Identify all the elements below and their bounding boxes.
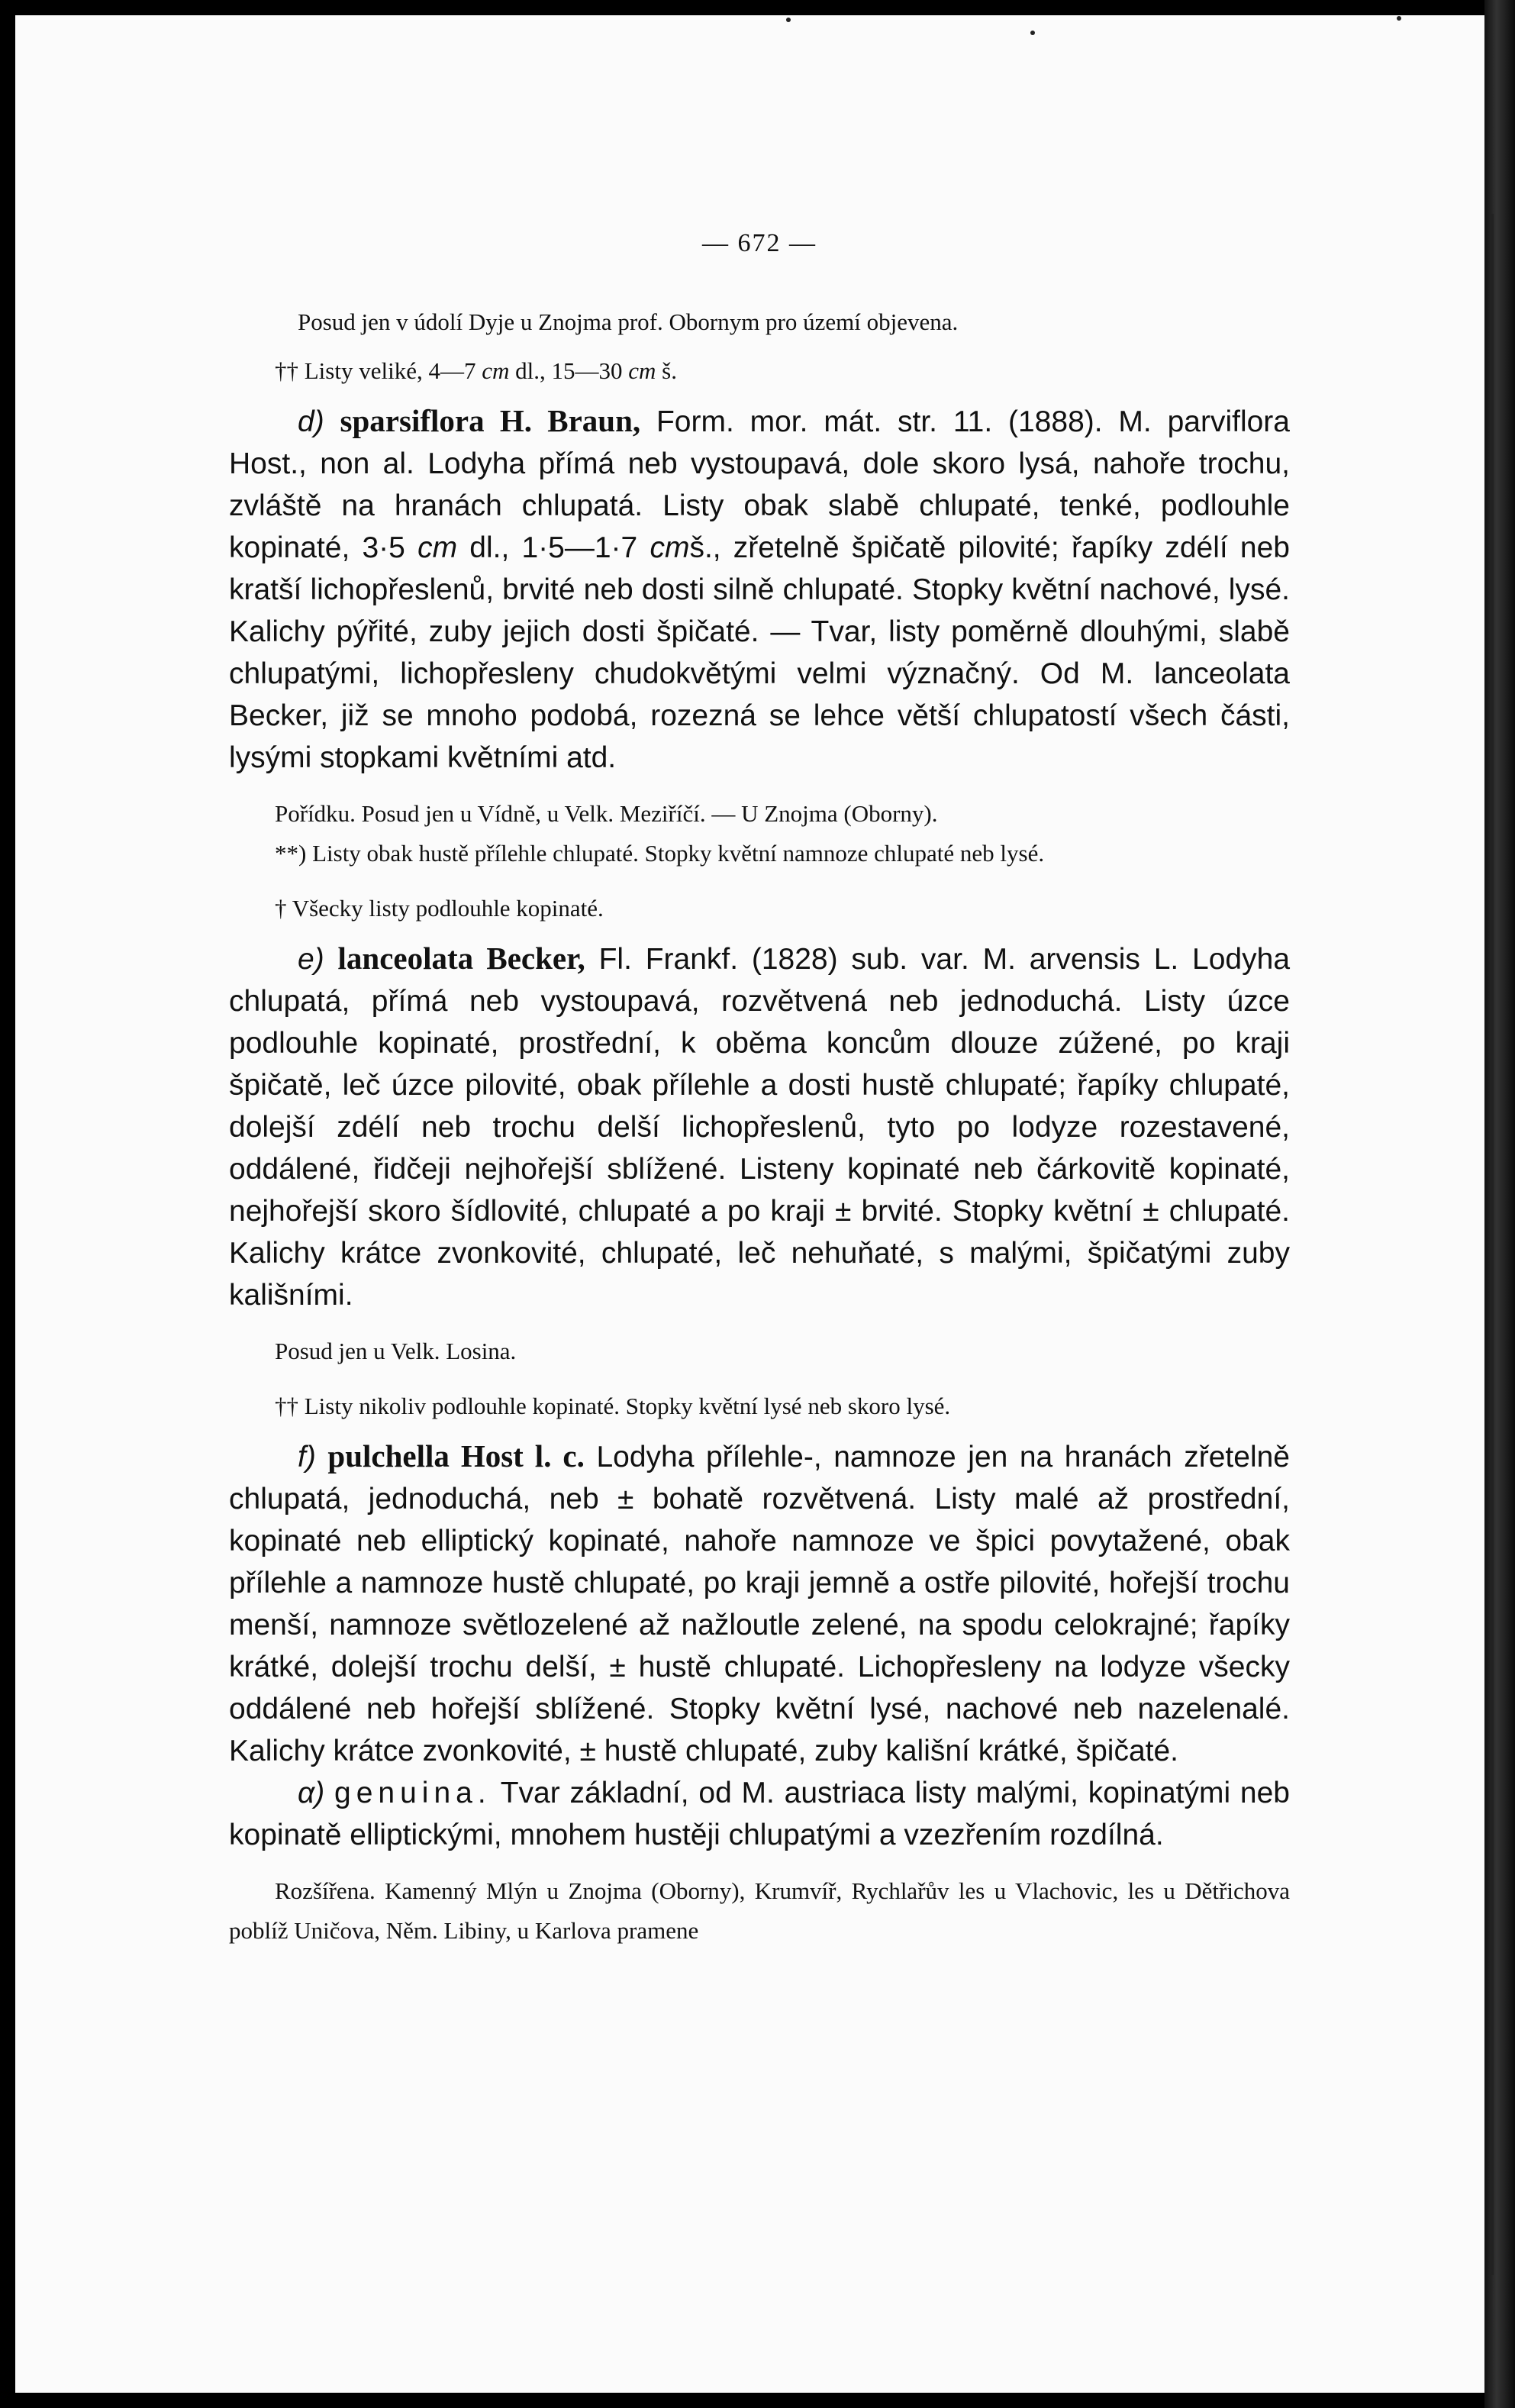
section-label: d) [298, 405, 324, 438]
section-alpha [229, 1772, 1290, 1856]
note-text: Listy obak hustě přílehle chlupaté. Stopky květní namnoze chlupaté neb lysé. [312, 840, 1045, 867]
speck [786, 18, 791, 22]
section-text: Fl. Frankf. (1828) sub. var. M. arvensis L. Lodyha chlupatá, přímá neb vystoupavá, rozvětvená neb jednoduchá. Listy úzce podlouhle kopinaté, prostřední, k oběma koncům dlouze zúžené, po kraji špičatě, leč úzce pilovité, obak přílehle a dosti hustě chlupaté; řapíky chlupaté, dolejší zdélí neb trochu delší lichopřeslenů, tyto po lodyze rozestavené, oddálené, řidčeji nejhořejší sblížené. Listeny kopinaté neb čárkovitě kopinaté, nejhořejší skoro šídlovité, chlupaté a po kraji ± brvité. Stopky květní ± chlupaté. Kalichy krátce zvonkovité, chlupaté, leč nehuňaté, s malými, špičatými zuby kališními. [229, 943, 1291, 1312]
section-text: Tvar základní, od M. austriaca listy malými, kopinatými neb kopinatě elliptickými, mnohem hustěji chlupatými a vzezřením rozdílná. [229, 1777, 1290, 1851]
taxon-name: pulchella Host l. c. [327, 1438, 585, 1474]
page-content [229, 229, 1290, 1951]
note-text: š. [662, 357, 677, 384]
unit: cm [417, 531, 458, 564]
section-label: e) [298, 943, 324, 976]
paragraph-locality: Posud jen v údolí Dyje u Znojma prof. Obornym pro území objevena. [298, 308, 959, 335]
note-mark: †† [275, 1393, 298, 1419]
unit: cm [628, 357, 656, 384]
taxon-name: lanceolata Becker, [337, 941, 585, 976]
section-text: š., zřetelně špičatě pilovité; řapíky zdélí neb kratší lichopřeslenů, brvité neb dosti silně chlupaté. Stopky květní nachové, lysé. Kalichy pýřité, zuby jejich dosti špičaté. — Tvar, listy poměrně dlouhými, slabě chlupatými, lichopřesleny chudokvětými velmi význačný. Od M. lanceolata Becker, již se mnoho podobá, rozezná se lehce větší chlupatostí všech části, lysými stopkami květními atd. [229, 531, 1290, 774]
scan-edge-line [1490, 214, 1494, 2275]
page-number: — 672 — [702, 229, 817, 257]
note-text: Všecky listy podlouhle kopinaté. [292, 895, 604, 922]
unit: cm [650, 531, 690, 564]
paragraph-note [229, 834, 1290, 873]
section-text: dl., 1·5—1·7 [469, 531, 638, 564]
section-text: Form. mor. mát. str. 11. (1888). M. parviflora Host., non al. Lodyha přímá neb vystoupavá, dole skoro lysá, nahoře trochu, zvláště na hranách chlupatá. Listy obak slabě chlupaté, tenké, podlouhle kopinaté, 3·5 [229, 405, 1290, 564]
paragraph-locality: Rozšířena. Kamenný Mlýn u Znojma (Oborny), Krumvíř, Rychlařův les u Vlachovic, les u Dětřichova poblíž Uničova, Něm. Libiny, u Karlova pramene [229, 1877, 1290, 1944]
paragraph-note [229, 1386, 1290, 1426]
speck [1397, 16, 1401, 21]
taxon-name: sparsiflora H. Braun, [340, 403, 641, 438]
note-text: Listy veliké, 4—7 [304, 357, 476, 384]
paragraph-locality: Pořídku. Posud jen u Vídně, u Velk. Meziříčí. — U Znojma (Oborny). [275, 800, 938, 827]
paragraph-note [229, 351, 1290, 391]
section-label: f) [298, 1441, 316, 1474]
paragraph-note [229, 889, 1290, 928]
note-mark: †† [275, 357, 298, 384]
paragraph-locality: Posud jen u Velk. Losina. [275, 1338, 517, 1364]
section-d [229, 400, 1290, 779]
variety-name: genuina. [334, 1777, 492, 1809]
section-label: α) [298, 1777, 325, 1809]
scan-edge [1484, 0, 1515, 2408]
note-mark: † [275, 895, 287, 922]
note-mark: **) [275, 840, 307, 867]
speck [1030, 31, 1035, 35]
section-e [229, 938, 1290, 1316]
unit: cm [482, 357, 510, 384]
section-f [229, 1435, 1290, 1772]
note-text: dl., 15—30 [515, 357, 623, 384]
note-text: Listy nikoliv podlouhle kopinaté. Stopky květní lysé neb skoro lysé. [304, 1393, 951, 1419]
section-text: Lodyha přílehle-, namnoze jen na hranách zřetelně chlupatá, jednoduchá, neb ± bohatě rozvětvená. Listy malé až prostřední, kopinaté neb elliptický kopinaté, nahoře namnoze ve špici povytažené, obak přílehle a namnoze hustě chlupaté, po kraji jemně a ostře pilovité, hořejší trochu menší, namnoze světlozelené až nažloutle zelené, na spodu celokrajné; řapíky krátké, dolejší trochu delší, ± hustě chlupaté. Lichopřesleny na lodyze všecky oddálené neb hořejší sblížené. Stopky květní lysé, nachové neb nazelenalé. Kalichy krátce zvonkovité, ± hustě chlupaté, zuby kališní krátké, špičaté. [229, 1441, 1290, 1767]
